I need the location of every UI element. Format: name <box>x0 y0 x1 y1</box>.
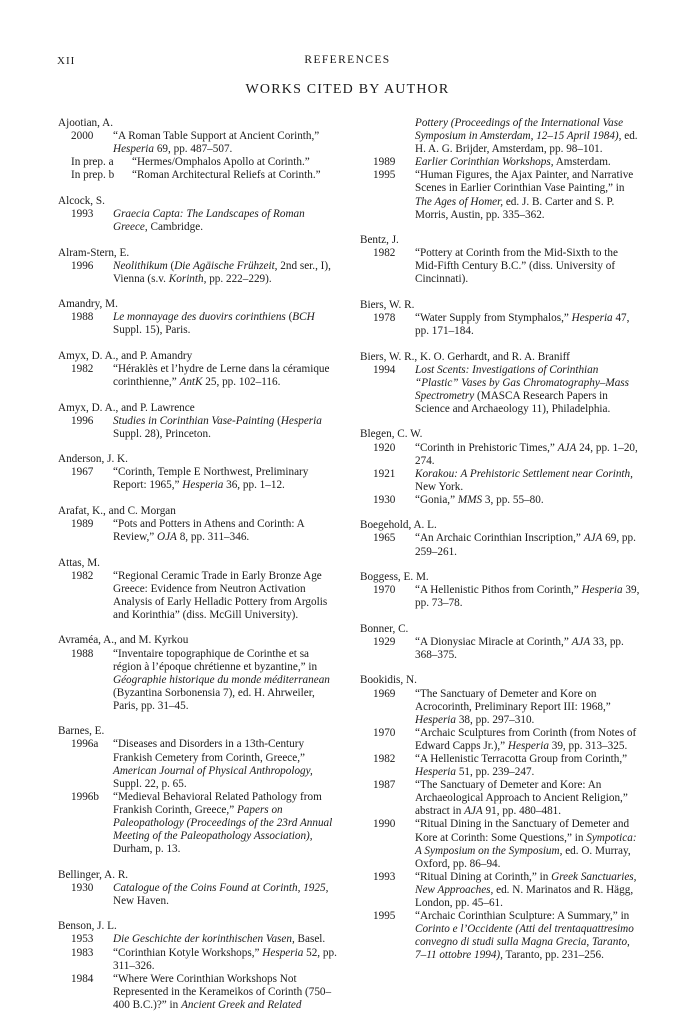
citation-text: “The Sanctuary of Demeter and Kore on Acrocorinth, Preliminary Report III: 1968,” <box>415 687 611 713</box>
bibliography-entry <box>58 208 340 234</box>
entry-year: 1995 <box>373 169 396 182</box>
citation-title-italic: Corinto e l’Occidente (Atti del trentaquattresimo convegno di studi sulla Magna Grecia, Taranto, 7–11 ottobre 1994), <box>415 923 634 962</box>
entry-citation <box>113 947 340 973</box>
author-name: Amyx, D. A., and P. Lawrence <box>58 401 195 414</box>
entry-citation <box>415 169 642 221</box>
citation-text: “Corinth, Temple E Northwest, Preliminary Report: 1965,” <box>113 466 309 492</box>
entry-year: In prep. a <box>71 156 114 169</box>
entry-year: 1978 <box>373 312 396 324</box>
citation-text: “Human Figures, the Ajax Painter, and Narrative Scenes in Earlier Corinthian Vase Painting,” in <box>415 169 634 195</box>
entry-year: 1920 <box>373 441 396 454</box>
bibliography-entry <box>58 973 340 1012</box>
right-column <box>360 117 642 975</box>
author-block <box>58 634 340 713</box>
entry-year: 1967 <box>71 466 94 479</box>
citation-text: 52, pp. 311–326. <box>113 946 337 972</box>
citation-text: 33, pp. 368–375. <box>415 635 624 661</box>
bibliography-entry <box>360 442 642 468</box>
entry-year: 1994 <box>373 363 396 376</box>
citation-text: ed. N. Marinatos and R. Hägg, London, pp. 45–61. <box>415 883 634 909</box>
citation-text: “Roman Architectural Reliefs at Corinth.” <box>132 169 321 182</box>
entry-citation <box>415 312 642 338</box>
citation-text: “Archaic Corinthian Sculpture: A Summary,” in <box>415 910 630 923</box>
entry-year: 1970 <box>373 726 396 739</box>
entry-year: In prep. b <box>71 169 115 182</box>
entry-year: 1996 <box>71 414 94 427</box>
entry-year: 1996a <box>71 738 99 751</box>
citation-text: 25, pp. 102–116. <box>202 376 281 389</box>
citation-title-italic: Studies in Corinthian Vase-Painting <box>113 414 275 427</box>
entry-year: 1989 <box>373 156 396 169</box>
citation-text: “Hermes/Omphalos Apollo at Corinth.” <box>132 156 310 169</box>
bibliography-entry <box>360 532 642 558</box>
entry-citation <box>415 442 642 468</box>
citation-title-italic: Hesperia <box>581 584 623 597</box>
entry-year: 1982 <box>373 752 396 765</box>
entry-year: 1929 <box>373 635 396 648</box>
citation-text: (MASCA Research Papers in Science and Archaeology 11), Philadelphia. <box>415 389 611 415</box>
citation-title-italic: Hesperia <box>507 739 549 752</box>
bibliography-entry <box>360 584 642 610</box>
entry-citation <box>113 570 340 622</box>
bibliography-entry <box>58 156 340 169</box>
entry-citation <box>113 933 340 946</box>
citation-title-italic: MMS <box>457 493 483 506</box>
bibliography-entry <box>360 364 642 416</box>
citation-text: “Water Supply from Stymphalos,” <box>415 312 572 324</box>
author-name: Boegehold, A. L. <box>360 519 437 532</box>
citation-title-italic: American Journal of Physical Anthropology, <box>113 764 313 777</box>
citation-text: Suppl. 22, p. 65. <box>113 777 187 790</box>
citation-title-italic: AJA <box>464 805 483 818</box>
author-name: Barnes, E. <box>58 725 105 738</box>
bibliography-entry <box>58 260 340 286</box>
citation-text: “A Dionysiac Miracle at Corinth,” <box>415 635 572 648</box>
bibliography-entry <box>58 169 340 182</box>
bibliography-entry <box>360 753 642 779</box>
bibliography-entry <box>360 779 642 818</box>
citation-text: 51, pp. 239–247. <box>456 766 535 779</box>
citation-title-italic: Hesperia <box>571 312 613 324</box>
citation-text: 24, pp. 1–20, 274. <box>415 441 638 467</box>
citation-title-italic: Die Agäische Frühzeit, <box>174 259 278 272</box>
bibliography-entry <box>360 169 642 221</box>
author-block <box>58 869 340 908</box>
author-name: Amandry, M. <box>58 298 118 311</box>
bibliography-entry <box>58 933 340 946</box>
citation-title-italic: Graecia Capta: The Landscapes of Roman Greece <box>113 207 305 234</box>
section-title: WORKS CITED BY AUTHOR <box>245 82 450 97</box>
citation-title-italic: AJA <box>583 532 603 545</box>
citation-text: Taranto, pp. 231–256. <box>502 949 604 962</box>
author-name: Biers, W. R., K. O. Gerhardt, and R. A. Braniff <box>360 350 570 363</box>
entry-citation <box>132 156 340 169</box>
citation-title-italic: AntK <box>179 376 203 389</box>
citation-text: “The Sanctuary of Demeter and Kore: An Archaeological Approach to Ancient Religion,” abstract in <box>415 779 628 818</box>
author-name: Avraméa, A., and M. Kyrkou <box>58 634 189 647</box>
citation-text: ( <box>274 414 281 427</box>
entry-citation <box>415 818 642 870</box>
citation-text: ed. J. B. Carter and S. P. Morris, Austin, pp. 335–362. <box>415 195 615 221</box>
entry-citation <box>113 791 340 856</box>
author-block <box>360 299 642 338</box>
entry-citation <box>132 169 340 182</box>
citation-text: ed. O. Murray, Oxford, pp. 86–94. <box>415 844 631 870</box>
citation-text: 69, pp. 259–261. <box>415 532 636 558</box>
entry-year: 1996 <box>71 259 94 272</box>
citation-text: “Ritual Dining at Corinth,” in <box>415 870 552 883</box>
author-name: Benson, J. L. <box>58 920 117 933</box>
entry-citation <box>415 532 642 558</box>
citation-text: Suppl. 28), Princeton. <box>113 427 211 440</box>
page-number: XII <box>57 55 76 67</box>
citation-text: 39, pp. 73–78. <box>415 584 640 610</box>
entry-citation <box>113 973 340 1012</box>
author-block <box>360 623 642 662</box>
citation-title-italic: Catalogue of the Coins Found at Corinth, 1925, <box>113 881 329 894</box>
citation-text: “Pots and Potters in Athens and Corinth: A Review,” <box>113 517 305 544</box>
author-block <box>58 298 340 337</box>
citation-text: “Corinth in Prehistoric Times,” <box>415 441 558 454</box>
author-name: Anderson, J. K. <box>58 453 128 466</box>
entry-year: 1983 <box>71 946 94 959</box>
citation-title-italic: Hesperia <box>182 479 224 492</box>
citation-title-italic: Neolithikum <box>113 259 168 272</box>
author-block <box>58 505 340 544</box>
author-block <box>58 557 340 622</box>
entry-citation <box>415 688 642 727</box>
entry-citation <box>113 311 340 337</box>
entry-year: 1930 <box>373 493 396 506</box>
citation-text: “Corinthian Kotyle Workshops,” <box>113 946 263 959</box>
citation-title-italic: Korinth, <box>168 272 207 285</box>
citation-title-italic: Korakou: A Prehistoric Settlement near Corinth, <box>415 467 633 480</box>
bibliography-entry <box>360 818 642 870</box>
citation-title-italic: OJA <box>157 531 177 544</box>
citation-text: “Diseases and Disorders in a 13th-Century Frankish Cemetery from Corinth, Greece,” <box>113 738 305 764</box>
entry-year: 1921 <box>373 467 396 480</box>
citation-text: “A Hellenistic Pithos from Corinth,” <box>415 584 582 597</box>
citation-text: ( <box>285 311 293 324</box>
bibliography-entry <box>58 791 340 856</box>
citation-text: Basel. <box>294 933 326 946</box>
author-block <box>58 402 340 441</box>
author-name: Bonner, C. <box>360 622 409 635</box>
author-block <box>58 247 340 286</box>
entry-citation <box>415 468 642 494</box>
entry-citation <box>415 117 642 156</box>
bibliography-entry <box>58 570 340 622</box>
citation-text: 36, pp. 1–12. <box>223 479 285 492</box>
bibliography-entry <box>58 738 340 790</box>
entry-year: 1982 <box>71 569 94 582</box>
author-block <box>360 519 642 558</box>
citation-title-italic: Le monnayage des duovirs corinthiens <box>113 311 286 324</box>
citation-title-italic: Hesperia <box>415 713 457 726</box>
entry-year: 1996b <box>71 790 99 803</box>
citation-text: “Inventaire topographique de Corinthe et sa région à l’époque chrétienne et byzantine,” in <box>113 647 318 673</box>
entry-citation <box>113 466 340 492</box>
author-name: Amyx, D. A., and P. Amandry <box>58 349 193 362</box>
left-column <box>58 117 340 1024</box>
entry-citation <box>113 208 340 234</box>
entry-year: 1988 <box>71 311 94 324</box>
citation-title-italic: Ancient Greek and Related <box>181 998 302 1011</box>
author-block <box>58 350 340 389</box>
citation-title-italic: Die Geschichte der korinthischen Vasen, <box>113 933 295 946</box>
citation-title-italic: Earlier Corinthian Workshops, <box>415 156 554 169</box>
citation-text: “Gonia,” <box>415 493 458 506</box>
citation-title-italic: Pottery (Proceedings of the International Vase Symposium in Amsterdam, 12–15 April 1984), <box>415 117 624 143</box>
author-block <box>58 117 340 182</box>
citation-text: New York. <box>415 480 464 493</box>
bibliography-entry <box>360 871 642 910</box>
entry-citation <box>113 363 340 389</box>
citation-text: “A Hellenistic Terracotta Group from Corinth,” <box>415 752 628 765</box>
bibliography-entry <box>360 636 642 662</box>
citation-text: Durham, p. 13. <box>113 843 181 856</box>
citation-text: ( <box>167 259 175 272</box>
author-block <box>58 195 340 234</box>
citation-text: “Medieval Behavioral Related Pathology from Frankish Corinth, Greece,” <box>113 790 322 816</box>
entry-year: 1990 <box>373 818 396 831</box>
entry-citation <box>113 738 340 790</box>
citation-title-italic: AJA <box>557 441 577 454</box>
entry-citation <box>113 415 340 441</box>
entry-year: 1993 <box>71 207 94 220</box>
citation-text: (Byzantina Sorbonensia 7), ed. H. Ahrweiler, Paris, pp. 31–45. <box>113 686 315 712</box>
entry-citation <box>113 130 340 156</box>
author-block <box>360 351 642 416</box>
entry-citation <box>415 779 642 818</box>
bibliography-entry <box>360 247 642 286</box>
citation-text: “Pottery at Corinth from the Mid-Sixth to the Mid-Fifth Century B.C.” (diss. University of Cincinnati). <box>415 247 618 286</box>
entry-year <box>360 117 415 156</box>
entry-citation <box>415 636 642 662</box>
citation-text: Suppl. 15), Paris. <box>113 324 191 337</box>
citation-title-italic: Greek Sanctuaries, New Approaches, <box>415 870 637 896</box>
entry-citation <box>415 584 642 610</box>
entry-year: 1930 <box>71 881 94 894</box>
citation-text: 91, pp. 480–481. <box>482 805 562 818</box>
entry-citation <box>113 648 340 713</box>
author-name: Boggess, E. M. <box>360 571 429 584</box>
entry-year: 1989 <box>71 517 94 530</box>
author-block <box>360 428 642 507</box>
author-name: Attas, M. <box>58 556 100 569</box>
entry-citation <box>415 753 642 779</box>
citation-title-italic: AJA <box>571 635 591 648</box>
citation-text: “Where Were Corinthian Workshops Not Represented in the Kerameikos of Corinth (750–400 B.C.)?” in <box>113 972 332 1011</box>
citation-text: 2nd ser., I), Vienna (s.v. <box>113 259 331 285</box>
author-name: Alcock, S. <box>58 194 105 207</box>
citation-text: 69, pp. 487–507. <box>154 143 233 156</box>
citation-text: 3, pp. 55–80. <box>482 493 544 506</box>
citation-title-italic: The Ages of Homer, <box>415 195 504 208</box>
citation-title-italic: Hesperia <box>113 143 155 156</box>
entry-citation <box>113 518 340 544</box>
author-block <box>360 117 642 222</box>
bibliography-entry <box>58 947 340 973</box>
author-block <box>360 571 642 610</box>
citation-text: 39, pp. 313–325. <box>548 739 628 752</box>
citation-text: New Haven. <box>113 894 169 907</box>
entry-year: 1965 <box>373 532 396 545</box>
author-block <box>58 920 340 1012</box>
entry-citation <box>415 871 642 910</box>
entry-year: 1993 <box>373 870 396 883</box>
entry-year: 2000 <box>71 130 94 143</box>
entry-year: 1970 <box>373 584 396 597</box>
author-name: Arafat, K., and C. Morgan <box>58 504 176 517</box>
citation-title-italic: Hesperia <box>280 414 322 427</box>
citation-text: “A Roman Table Support at Ancient Corinth,” <box>113 130 320 143</box>
entry-citation <box>415 364 642 416</box>
bibliography-entry <box>360 156 642 169</box>
citation-text: “Regional Ceramic Trade in Early Bronze Age Greece: Evidence from Neutron Activation Analysis of Early Helladic Pottery from Argolis and Korinthia” (diss. McGill University). <box>113 569 328 621</box>
citation-text: 38, pp. 297–310. <box>456 713 535 726</box>
citation-title-italic: Hesperia <box>262 946 304 959</box>
entry-citation <box>415 156 642 169</box>
author-name: Bellinger, A. R. <box>58 868 129 881</box>
author-name: Bookidis, N. <box>360 674 417 687</box>
author-name: Biers, W. R. <box>360 298 415 311</box>
bibliography-entry <box>58 518 340 544</box>
citation-text: 47, pp. 171–184. <box>415 312 630 338</box>
citation-title-italic: Hesperia <box>415 766 457 779</box>
bibliography-entry <box>58 882 340 908</box>
citation-title-italic: Lost Scents: Investigations of Corinthian “Plastic” Vases by Gas Chromatography–Mass Spectrometry <box>415 363 630 402</box>
entry-citation <box>415 727 642 753</box>
author-name: Ajootian, A. <box>58 117 114 129</box>
bibliography-entry <box>58 648 340 713</box>
citation-text: “Archaic Sculptures from Corinth (from Notes of Edward Capps Jr.),” <box>415 726 637 752</box>
citation-text: 8, pp. 311–346. <box>176 531 250 544</box>
entry-year: 1982 <box>71 362 94 375</box>
bibliography-entry <box>58 466 340 492</box>
citation-text: pp. 222–229). <box>206 272 272 285</box>
citation-text: Amsterdam. <box>553 156 611 169</box>
citation-text: “An Archaic Corinthian Inscription,” <box>415 532 584 545</box>
entry-citation <box>415 494 642 507</box>
author-block <box>360 674 642 962</box>
citation-title-italic: Géographie historique du monde méditerranean <box>113 673 330 686</box>
citation-text: “Héraklès et l’hydre de Lerne dans la céramique corinthienne,” <box>113 362 330 389</box>
entry-year: 1953 <box>71 933 94 946</box>
citation-text: , Cambridge. <box>144 221 203 234</box>
bibliography-entry <box>360 494 642 507</box>
entry-year: 1988 <box>71 647 94 660</box>
bibliography-entry <box>58 415 340 441</box>
entry-year: 1969 <box>373 687 396 700</box>
bibliography-entry <box>360 910 642 962</box>
citation-title-italic: Papers on Paleopathology (Proceedings of the 23rd Annual Meeting of the Paleopathology Association), <box>113 803 333 843</box>
author-block <box>360 234 642 286</box>
entry-year: 1995 <box>373 910 396 923</box>
bibliography-entry <box>58 311 340 337</box>
author-name: Alram-Stern, E. <box>58 246 130 259</box>
running-head: REFERENCES <box>304 54 391 66</box>
citation-text: “Ritual Dining in the Sanctuary of Demeter and Kore at Corinth: Some Questions,” in <box>415 818 630 844</box>
bibliography-entry <box>360 468 642 494</box>
citation-text: ed. H. A. G. Brijder, Amsterdam, pp. 98–101. <box>415 130 638 156</box>
entry-year: 1982 <box>373 247 396 260</box>
bibliography-entry <box>58 363 340 389</box>
citation-title-italic: Sympotica: A Symposium on the Symposium, <box>415 831 637 857</box>
entry-citation <box>113 882 340 908</box>
entry-year: 1987 <box>373 779 396 792</box>
entry-citation <box>415 910 642 962</box>
bibliography-entry <box>58 130 340 156</box>
author-block <box>58 453 340 492</box>
citation-title-italic: BCH <box>292 311 315 324</box>
entry-year: 1984 <box>71 972 94 985</box>
entry-citation <box>415 247 642 286</box>
bibliography-entry <box>360 117 642 156</box>
bibliography-entry <box>360 312 642 338</box>
entry-citation <box>113 260 340 286</box>
author-block <box>58 725 340 856</box>
bibliography-entry <box>360 688 642 727</box>
author-name: Blegen, C. W. <box>360 428 423 441</box>
author-name: Bentz, J. <box>360 234 399 247</box>
bibliography-entry <box>360 727 642 753</box>
